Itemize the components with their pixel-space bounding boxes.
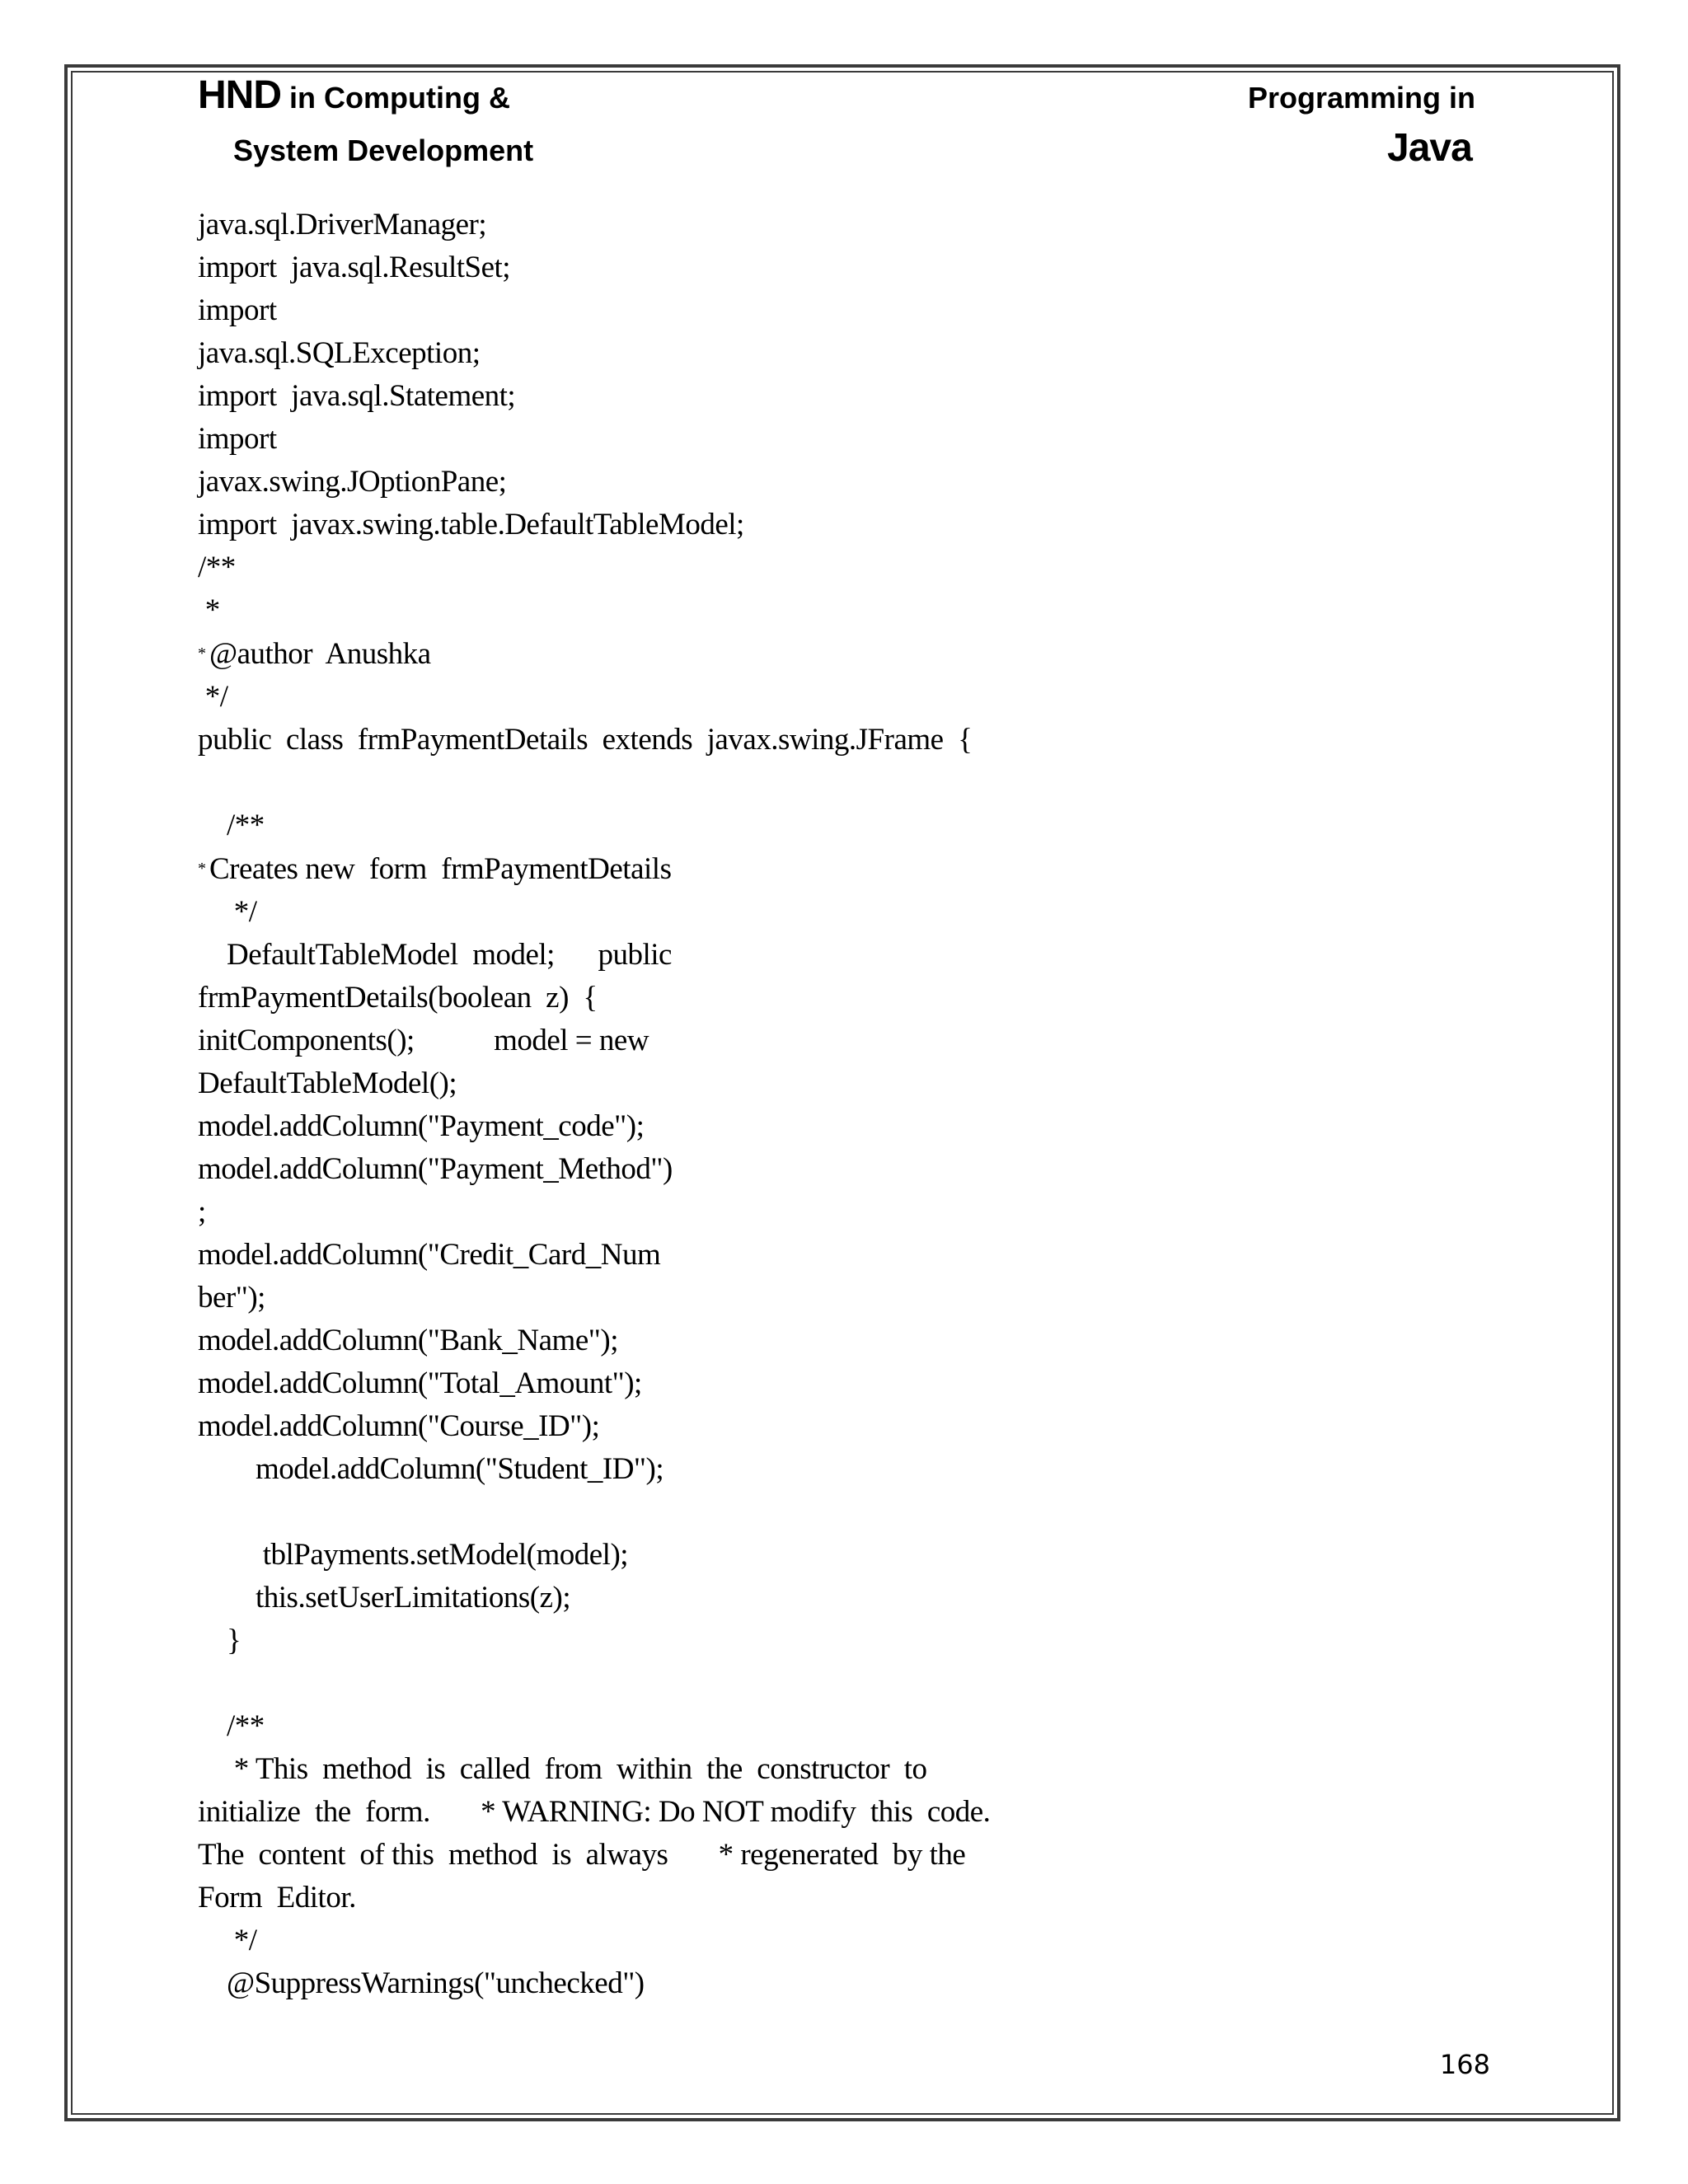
code-line: [198, 847, 990, 891]
code-text: java.sql.DriverManager;: [198, 208, 487, 241]
code-line: [198, 504, 990, 546]
code-text: DefaultTableModel();: [198, 1066, 457, 1100]
code-text: ;: [198, 1195, 206, 1229]
code-text: *: [198, 593, 220, 627]
code-line: [198, 289, 990, 332]
code-line: [198, 546, 990, 589]
code-text: @SuppressWarnings("unchecked"): [198, 1966, 645, 2000]
code-line: [198, 1448, 990, 1491]
code-line: [198, 1877, 990, 1919]
code-line: [198, 1491, 990, 1534]
code-text: model.addColumn("Payment_code");: [198, 1109, 645, 1143]
code-text: * This method is called from within the constructor to: [198, 1752, 927, 1786]
code-line: [198, 1662, 990, 1705]
code-line: [198, 375, 990, 418]
code-text: @author Anushka: [209, 637, 431, 671]
code-text: */: [198, 1924, 257, 1957]
code-text: import: [198, 422, 277, 456]
code-line: [198, 762, 990, 804]
code-line: [198, 1319, 990, 1362]
code-text: java.sql.SQLException;: [198, 336, 481, 370]
code-line: [198, 1705, 990, 1748]
page-number: 168: [1439, 2049, 1490, 2080]
code-text: }: [198, 1624, 241, 1657]
code-line: [198, 977, 990, 1019]
code-text: model.addColumn("Student_ID");: [198, 1452, 664, 1486]
code-text: Creates new form frmPaymentDetails: [209, 852, 672, 886]
code-line: [198, 1191, 990, 1234]
header-right-line2: Java: [1387, 126, 1472, 170]
code-line: [198, 1748, 990, 1791]
code-text: [198, 1666, 205, 1700]
asterisk-mark: *: [198, 644, 209, 663]
code-line: [198, 891, 990, 934]
code-text: javax.swing.JOptionPane;: [198, 465, 507, 499]
code-text: */: [198, 895, 257, 929]
code-line: [198, 418, 990, 461]
code-line: [198, 1062, 990, 1105]
code-line: [198, 246, 990, 289]
code-text: Form Editor.: [198, 1881, 356, 1915]
code-text: model.addColumn("Bank_Name");: [198, 1324, 618, 1357]
code-text: tblPayments.setModel(model);: [198, 1538, 629, 1572]
code-text: model.addColumn("Payment_Method"): [198, 1152, 673, 1186]
code-line: [198, 1405, 990, 1448]
code-text: model.addColumn("Total_Amount");: [198, 1366, 642, 1400]
code-line: [198, 1962, 990, 2005]
header-right-line1: Programming in: [1248, 81, 1476, 115]
code-text: import javax.swing.table.DefaultTableModel;: [198, 508, 744, 541]
code-text: initialize the form. * WARNING: Do NOT modify this code.: [198, 1795, 991, 1829]
code-line: [198, 632, 990, 676]
code-text: DefaultTableModel model; public: [198, 938, 672, 972]
code-text: import java.sql.Statement;: [198, 379, 516, 413]
code-text: import java.sql.ResultSet;: [198, 251, 511, 284]
asterisk-mark: *: [198, 860, 209, 878]
code-text: model.addColumn("Credit_Card_Num: [198, 1238, 661, 1272]
code-text: public class frmPaymentDetails extends javax.swing.JFrame {: [198, 723, 973, 757]
header-left-line2: System Development: [233, 134, 534, 167]
header-course: in Computing &: [281, 81, 510, 115]
code-text: /**: [198, 808, 265, 842]
code-text: /**: [198, 551, 236, 584]
code-line: [198, 804, 990, 847]
code-line: [198, 1534, 990, 1577]
code-text: import: [198, 293, 277, 327]
code-line: [198, 204, 990, 246]
code-text: frmPaymentDetails(boolean z) {: [198, 981, 598, 1015]
header-left-line1: [198, 73, 510, 118]
code-line: [198, 589, 990, 632]
code-text: this.setUserLimitations(z);: [198, 1581, 571, 1615]
code-text: [198, 766, 205, 799]
code-line: [198, 676, 990, 719]
code-text: initComponents(); model = new: [198, 1024, 649, 1057]
code-line: [198, 1577, 990, 1619]
code-line: [198, 1619, 990, 1662]
code-line: [198, 1362, 990, 1405]
code-line: [198, 332, 990, 375]
code-line: [198, 461, 990, 504]
code-line: [198, 1834, 990, 1877]
header-hnd: HND: [198, 73, 281, 117]
code-line: [198, 1019, 990, 1062]
code-line: [198, 1791, 990, 1834]
code-line: [198, 1105, 990, 1148]
code-text: ber");: [198, 1281, 265, 1315]
code-text: /**: [198, 1709, 265, 1743]
code-text: [198, 1495, 205, 1529]
code-line: [198, 719, 990, 762]
code-line: [198, 1234, 990, 1277]
code-line: [198, 1148, 990, 1191]
code-listing: [198, 204, 990, 2005]
code-text: model.addColumn("Course_ID");: [198, 1409, 600, 1443]
code-line: [198, 934, 990, 977]
code-text: The content of this method is always * regenerated by the: [198, 1838, 966, 1872]
code-line: [198, 1919, 990, 1962]
code-text: */: [198, 680, 228, 714]
code-line: [198, 1277, 990, 1319]
